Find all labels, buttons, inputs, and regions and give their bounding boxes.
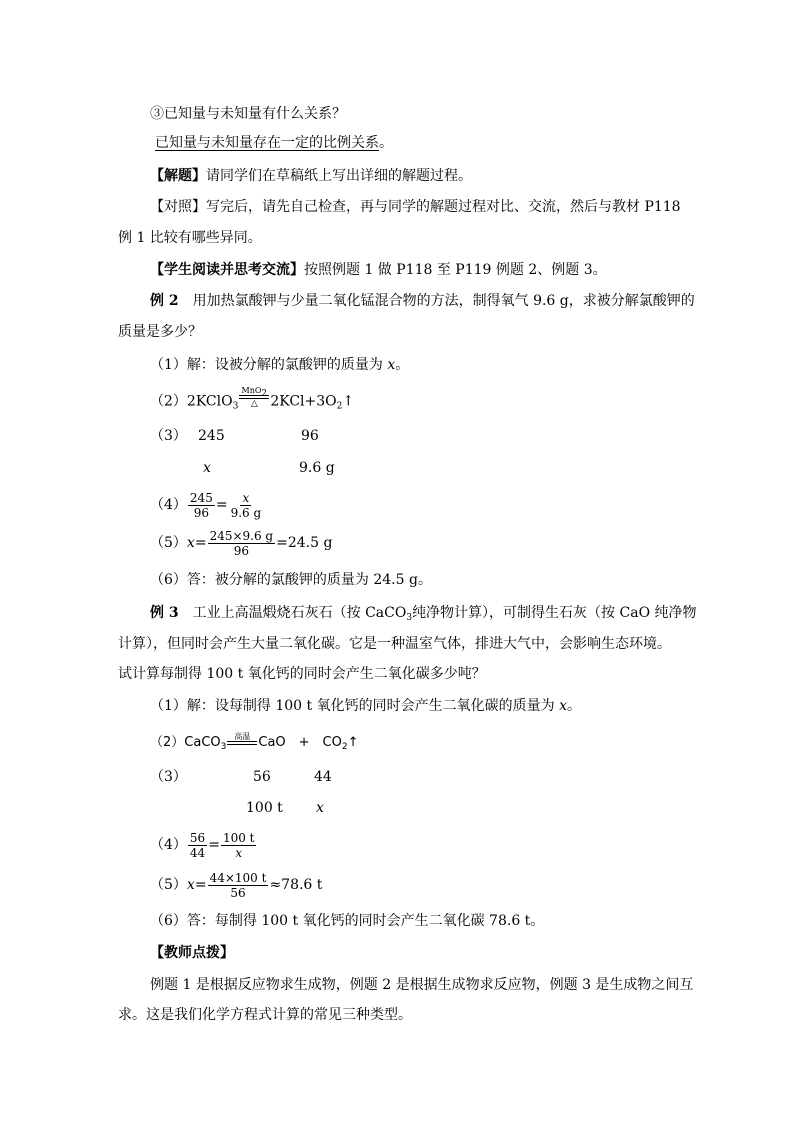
variable-x: x: [186, 535, 195, 551]
fraction-numerator: 245×9.6 g: [209, 528, 274, 543]
reaction-condition: [227, 732, 257, 745]
example-3-step-2-equation: [150, 734, 359, 752]
step-5-label: （5）: [150, 535, 187, 551]
fraction-denominator: 96: [193, 505, 210, 520]
variable-x: x: [559, 698, 567, 714]
step-5-label: （5）: [150, 877, 187, 893]
answer-underlined: 已知量与未知量存在一定的比例关系: [155, 135, 379, 151]
fraction-1: [188, 491, 215, 520]
subscript: 3: [220, 742, 227, 752]
fraction-denominator: 56: [230, 885, 246, 900]
example-2-step-3-label: （3）: [150, 428, 187, 444]
products: 2KCl+3O: [270, 393, 337, 410]
fraction-2: [221, 831, 257, 860]
example-2-step-1: [150, 356, 409, 374]
fraction-denominator: 44: [189, 845, 206, 860]
fraction-denominator: 96: [233, 543, 249, 558]
heat-symbol: △: [250, 399, 258, 409]
example-3-step-4: [150, 830, 257, 860]
reaction-condition: [239, 386, 269, 409]
reactant: 2KClO: [186, 393, 233, 410]
example-2-line1: [150, 292, 695, 310]
catalyst-subscript: 2: [261, 389, 268, 399]
example-2-line2: 质量是多少？: [118, 324, 202, 340]
subscript: 2: [336, 401, 343, 412]
compare-text: 写完后，请先自己检查，再与同学的解题过程对比、交流，然后与教材 P118: [206, 199, 681, 215]
example-2-step-2-equation: [150, 386, 355, 413]
step-4-label: （4）: [150, 837, 187, 853]
high-temperature-label: 高温: [234, 732, 251, 741]
step-4-label: （4）: [150, 497, 187, 513]
unknown-mass: x: [316, 800, 324, 816]
fraction-3: [208, 529, 276, 558]
solve-heading: 【解题】: [150, 168, 206, 184]
fraction-2: [229, 491, 264, 520]
step-1-text: （1）解：设被分解的氯酸钾的质量为: [150, 357, 388, 373]
teacher-line1: 例题 1 是根据反应物求生成物，例题 2 是根据生成物求反应物，例题 3 是生成物之间互: [150, 977, 694, 993]
fraction-denominator: x: [235, 845, 243, 860]
teacher-line2: 求。这是我们化学方程式计算的常见三种类型。: [118, 1007, 412, 1023]
equals-sign: =: [215, 497, 228, 513]
equals-sign: =: [208, 837, 220, 853]
molar-mass-product: 96: [301, 428, 319, 444]
variable-x: x: [186, 877, 195, 893]
step-2-label: （2）: [150, 393, 187, 410]
reading-text: 按照例题 1 做 P118 至 P119 例题 2、例题 3。: [304, 262, 607, 278]
step-1-text: （1）解：设每制得 100 t 氧化钙的同时会产生二氧化碳的质量为: [150, 698, 560, 714]
answer-end: 。: [379, 135, 393, 151]
gas-arrow: ↑: [347, 735, 359, 750]
molar-mass-reactant: 245: [198, 428, 225, 444]
step-2-label: （2）: [150, 735, 185, 750]
reading-heading: 【学生阅读并思考交流】: [150, 262, 304, 278]
step-1-period: 。: [395, 357, 410, 373]
example-2-answer: （6）答：被分解的氯酸钾的质量为 24.5 g。: [150, 572, 432, 588]
compare-heading: 【对照】: [150, 199, 206, 215]
example-3-line1: [150, 604, 697, 622]
example-3-step-1: [150, 697, 581, 715]
result: ≈78.6 t: [269, 877, 323, 893]
gas-arrow: ↑: [342, 393, 355, 410]
step-1-period: 。: [566, 698, 581, 714]
catalyst: MnO: [241, 386, 262, 395]
fraction-numerator: 56: [189, 830, 206, 845]
example-3-step-3-label: （3）: [150, 769, 187, 785]
example-3-line3: 试计算每制得 100 t 氧化钙的同时会产生二氧化碳多少吨？: [118, 666, 486, 682]
products: CaO + CO: [258, 735, 342, 750]
result: =24.5 g: [276, 535, 333, 551]
question-3-answer: [155, 134, 393, 152]
known-mass: 100 t: [246, 800, 283, 816]
fraction-denominator: 9.6 g: [230, 505, 262, 520]
solve-paragraph: [150, 167, 472, 185]
example-3-label: 例 3: [150, 605, 179, 621]
teacher-heading: 【教师点拨】: [150, 945, 234, 961]
equals-bar: [227, 741, 257, 745]
variable-x: x: [387, 357, 396, 373]
example-3-text-b: 纯净物计算），可制得生石灰（按 CaO 纯净物: [412, 605, 697, 621]
fraction-numerator: 100 t: [222, 830, 255, 845]
example-3-text-a: 工业上高温煅烧石灰石（按 CaCO: [192, 605, 407, 621]
example-2-text: 用加热氯酸钾与少量二氧化锰混合物的方法，制得氧气 9.6 g，求被分解氯酸钾的: [192, 293, 695, 309]
molar-mass-co2: 44: [314, 769, 332, 785]
fraction-numerator: x: [242, 490, 250, 505]
question-3: ③已知量与未知量有什么关系？: [150, 106, 346, 122]
fraction-numerator: 44×100 t: [209, 870, 267, 885]
example-2-step-4: [150, 490, 264, 520]
compare-paragraph-line2: 例 1 比较有哪些异同。: [118, 230, 262, 246]
unknown-mass: x: [203, 460, 211, 476]
example-3-answer: （6）答：每制得 100 t 氧化钙的同时会产生二氧化碳 78.6 t。: [150, 913, 545, 929]
example-3-step-5: （5） x = $\frac{44\times 100 t}{56}$ ≈78.6 t: [150, 870, 323, 900]
fraction-numerator: 245: [189, 490, 213, 505]
fraction-1: [188, 831, 207, 860]
solve-text: 请同学们在草稿纸上写出详细的解题过程。: [206, 168, 472, 184]
example-2-label: 例 2: [150, 293, 179, 309]
compare-paragraph-line1: [150, 198, 681, 216]
example-3-line2: 计算），但同时会产生大量二氧化碳。它是一种温室气体，排进大气中，会影响生态环境。: [118, 636, 671, 652]
example-2-step-5: （5） x = $\frac{245\times 9.6 g}{96}$ =24.5 g: [150, 528, 333, 558]
fraction-3: [208, 871, 269, 900]
molar-mass-cao: 56: [253, 769, 271, 785]
reactant: CaCO: [184, 735, 221, 750]
known-mass: 9.6 g: [299, 460, 335, 476]
subscript: 3: [232, 401, 239, 412]
reading-paragraph: [150, 261, 607, 279]
subscript: 3: [406, 613, 413, 623]
subscript: 2: [341, 742, 348, 752]
